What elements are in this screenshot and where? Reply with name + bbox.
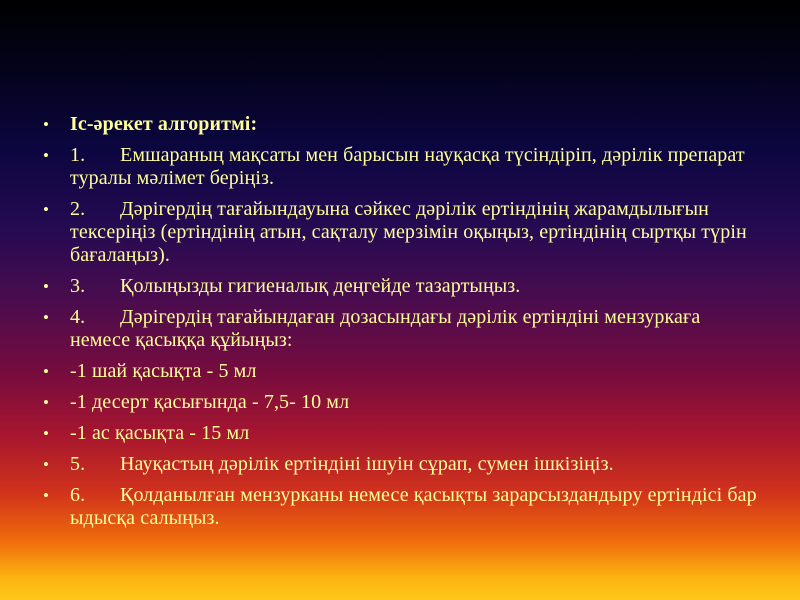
item-text: -1 ас қасықта - 15 мл [70, 422, 250, 444]
bullet-icon: • [43, 424, 50, 443]
item-text: -1 шай қасықта - 5 мл [70, 360, 257, 382]
bullet-icon: • [43, 200, 50, 219]
bullet-icon: • [43, 308, 50, 327]
bullet-icon: • [43, 115, 50, 134]
item-number: 1. [70, 144, 86, 166]
list-item-dose-dessertspoon [40, 391, 760, 414]
item-text: -1 десерт қасығында - 7,5- 10 мл [70, 391, 350, 413]
list-item-text [70, 360, 760, 383]
item-number: 2. [70, 198, 86, 220]
list-item-text [70, 306, 760, 352]
list-item-text [70, 453, 760, 476]
item-text: Іс-әрекет алгоритмі: [70, 113, 258, 135]
item-text: Қолданылған мензурканы немесе қасықты зарарсыздандыру ертіндісі бар ыдысқа салыңыз. [70, 484, 757, 529]
bullet-icon: • [43, 146, 50, 165]
list-item-step-6 [40, 484, 760, 530]
list-item-text [70, 484, 760, 530]
item-text: Қолыңызды гигиеналық деңгейде тазартыңыз. [120, 275, 521, 297]
bullet-icon: • [43, 277, 50, 296]
bullet-icon: • [43, 455, 50, 474]
list-item-text [70, 422, 760, 445]
item-text: Дәрігердің тағайындаған дозасындағы дәрілік ертіндіні мензуркаға немесе қасыққа құйыңыз: [70, 306, 701, 351]
item-number: 6. [70, 484, 86, 506]
item-text: Емшараның мақсаты мен барысын науқасқа түсіндіріп, дәрілік препарат туралы мәлімет беріңіз. [70, 144, 745, 189]
bullet-list [40, 113, 760, 538]
list-item-heading [40, 113, 760, 136]
bullet-icon: • [43, 486, 50, 505]
item-number: 4. [70, 306, 86, 328]
item-number: 5. [70, 453, 86, 475]
list-item-step-4 [40, 306, 760, 352]
list-item-text [70, 113, 760, 136]
list-item-dose-teaspoon [40, 360, 760, 383]
list-item-step-5 [40, 453, 760, 476]
list-item-step-3 [40, 275, 760, 298]
bullet-icon: • [43, 393, 50, 412]
list-item-text [70, 198, 760, 267]
list-item-text [70, 275, 760, 298]
list-item-text [70, 391, 760, 414]
list-item-text [70, 144, 760, 190]
list-item-dose-tablespoon [40, 422, 760, 445]
item-number: 3. [70, 275, 86, 297]
bullet-icon: • [43, 362, 50, 381]
item-text: Науқастың дәрілік ертіндіні ішуін сұрап, сумен ішкізіңіз. [120, 453, 614, 475]
item-text: Дәрігердің тағайындауына сәйкес дәрілік ертіндінің жарамдылығын тексеріңіз (ертіндінің атын, сақталу мерзімін оқыңыз, ертіндінің сыртқы түрін бағалаңыз). [70, 198, 747, 266]
list-item-step-2 [40, 198, 760, 267]
list-item-step-1 [40, 144, 760, 190]
